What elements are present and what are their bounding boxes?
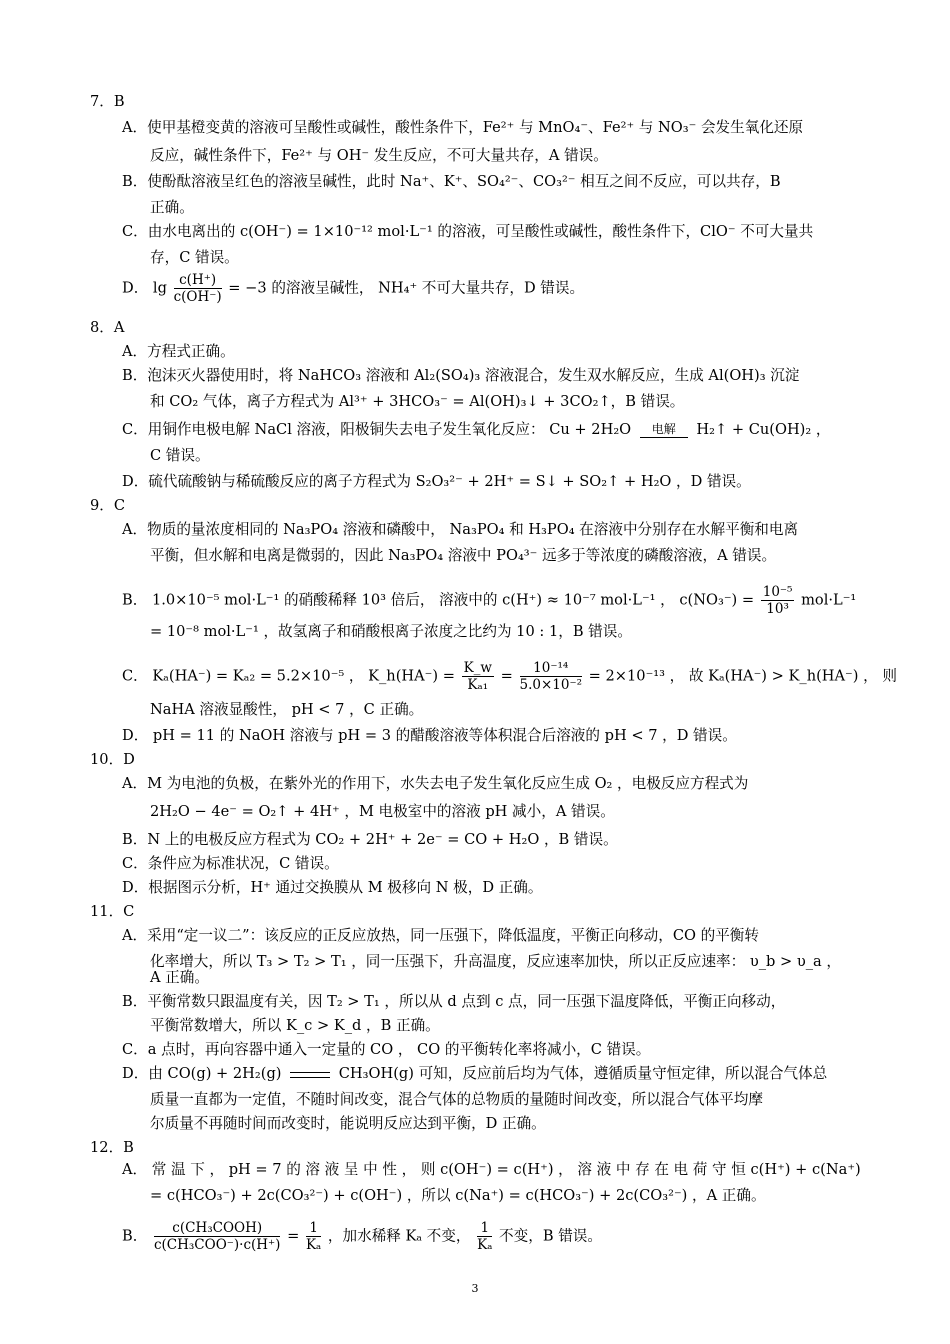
q9-c-f1-numerator: K_w [463,660,492,676]
q8-option-b-line1: B．泡沫灭火器使用时，将 NaHCO₃ 溶液和 Al₂(SO₄)₃ 溶液混合，发生双水解反应，生成 Al(OH)₃ 沉淀 [122,367,800,384]
q12-b-fraction-3 [477,1220,492,1253]
q7-option-b-line1: B．使酚酞溶液呈红色的溶液呈碱性，此时 Na⁺、K⁺、SO₄²⁻、CO₃²⁻ 相互之间不反应，可以共存，B [122,173,781,190]
q9-option-a-line1: A．物质的量浓度相同的 Na₃PO₄ 溶液和磷酸中， Na₃PO₄ 和 H₃PO₄ 在溶液中分别存在水解平衡和电离 [122,521,799,538]
q10-option-b: B．N 上的电极反应方程式为 CO₂ + 2H⁺ + 2e⁻ = CO + H₂O ，B 错误。 [122,831,618,848]
q8-option-a: A．方程式正确。 [122,343,235,360]
q12-option-a-line2: = c(HCO₃⁻) + 2c(CO₃²⁻) + c(OH⁻) ，所以 c(Na⁺) = c(HCO₃⁻) + 2c(CO₃²⁻) ，A 正确。 [150,1187,766,1204]
q11-option-a-line2: 化率增大，所以 T₃ > T₂ > T₁ ，同一压强下，升高温度，反应速率加快，所以正反应速率： υ_b > υ_a ， [150,953,841,970]
q12-b-f1-denominator: c(CH₃COO⁻)·c(H⁺) [153,1237,281,1253]
q11-option-b-line2: 平衡常数增大，所以 K_c > K_d ，B 正确。 [150,1017,440,1034]
q7-d-denominator: c(OH⁻) [173,289,222,305]
q11-option-c: C．a 点时，再向容器中通入一定量的 CO ， CO 的平衡转化率将减小，C 错误。 [122,1041,651,1058]
q12-answer: 12．B [90,1139,134,1156]
q12-b-fraction-1 [154,1220,280,1253]
q8-c-suffix: H₂↑ + Cu(OH)₂ ， [696,421,831,438]
q9-c-fraction-2 [520,660,583,693]
q7-d-prefix: D． lg [122,279,167,297]
q9-c-suffix: = 2×10⁻¹³ ， 故 Kₐ(HA⁻) > K_h(HA⁻) ， 则 [588,667,897,685]
q12-b-suffix: 不变，B 错误。 [499,1227,602,1245]
q7-option-c-line1: C．由水电离出的 c(OH⁻) = 1×10⁻¹² mol·L⁻¹ 的溶液，可呈酸性或碱性，酸性条件下，ClO⁻ 不可大量共 [122,223,814,240]
q10-option-a-line1: A．M 为电池的负极，在紫外光的作用下，水失去电子发生氧化反应生成 O₂ ，电极反应方程式为 [122,775,749,792]
q9-option-c-line2: NaHA 溶液显酸性， pH < 7 ，C 正确。 [150,701,424,718]
q10-option-a-line2: 2H₂O − 4e⁻ = O₂↑ + 4H⁺ ，M 电极室中的溶液 pH 减小，A 错误。 [150,803,615,820]
q12-b-f3-denominator: Kₐ [477,1237,493,1253]
equilibrium-arrow [290,1070,330,1078]
q8-c-prefix: C．用铜作电极电解 NaCl 溶液，阳极铜失去电子发生氧化反应： Cu + 2H₂O [122,421,632,438]
q7-d-suffix: = −3 的溶液呈碱性， NH₄⁺ 不可大量共存，D 错误。 [228,279,585,297]
q10-option-c: C．条件应为标准状况，C 错误。 [122,855,339,872]
q9-c-fraction-1 [462,660,494,693]
q8-option-c-line1 [122,420,830,440]
q9-b-suffix: mol·L⁻¹ [801,591,857,609]
q9-c-prefix: C． Kₐ(HA⁻) = Kₐ₂ = 5.2×10⁻⁵ ， K_h(HA⁻) = [122,667,455,685]
q12-b-f1-numerator: c(CH₃COOH) [154,1220,280,1237]
q8-option-d: D．硫代硫酸钠与稀硫酸反应的离子方程式为 S₂O₃²⁻ + 2H⁺ = S↓ + SO₂↑ + H₂O ，D 错误。 [122,473,751,490]
q7-d-numerator: c(H⁺) [174,272,222,289]
q11-option-a-line3: A 正确。 [150,969,209,986]
q12-b-middle: ，加水稀释 Kₐ 不变， [327,1227,471,1245]
q11-d-suffix: CH₃OH(g) 可知，反应前后均为气体，遵循质量守恒定律，所以混合气体总 [338,1065,828,1082]
q9-option-b-line1 [122,584,856,617]
q7-option-c-line2: 存，C 错误。 [150,249,239,266]
q9-option-b-line2: = 10⁻⁸ mol·L⁻¹ ，故氢离子和硝酸根离子浓度之比约为 10 : 1，B 错误。 [150,623,632,640]
q12-b-f3-numerator: 1 [477,1220,492,1237]
q9-b-prefix: B． 1.0×10⁻⁵ mol·L⁻¹ 的硝酸稀释 10³ 倍后， 溶液中的 c(H⁺) ≈ 10⁻⁷ mol·L⁻¹ ， c(NO₃⁻) = [122,591,755,609]
q9-c-f2-numerator: 10⁻¹⁴ [520,660,583,677]
q11-option-d-line2: 质量一直都为一定值，不随时间改变，混合气体的总物质的量随时间改变，所以混合气体平均摩 [150,1091,763,1108]
q9-c-f2-denominator: 5.0×10⁻² [519,677,582,693]
q9-option-a-line2: 平衡，但水解和电离是微弱的，因此 Na₃PO₄ 溶液中 PO₄³⁻ 远多于等浓度的磷酸溶液，A 错误。 [150,547,777,564]
q8-option-b-line2: 和 CO₂ 气体，离子方程式为 Al³⁺ + 3HCO₃⁻ = Al(OH)₃↓ + 3CO₂↑，B 错误。 [150,393,685,410]
q7-option-a-line1: A．使甲基橙变黄的溶液可呈酸性或碱性，酸性条件下，Fe²⁺ 与 MnO₄⁻、Fe²⁺ 与 NO₃⁻ 会发生氧化还原 [122,119,804,136]
electrolysis-condition: 电解 [651,422,676,436]
q9-b-denominator: 10³ [766,601,789,617]
q11-option-a-line1: A．采用“定一议二”：该反应的正反应放热，同一压强下，降低温度，平衡正向移动，CO 的平衡转 [122,927,759,944]
q9-option-c-line1 [122,660,897,693]
q11-option-b-line1: B．平衡常数只跟温度有关，因 T₂ > T₁ ，所以从 d 点到 c 点，同一压强下温度降低，平衡正向移动， [122,993,786,1010]
q9-b-numerator: 10⁻⁵ [762,584,793,600]
page-number: 3 [471,1282,479,1295]
q12-option-a-line1: A． 常 温 下 ， pH = 7 的 溶 液 呈 中 性 ， 则 c(OH⁻) = c(H⁺) ， 溶 液 中 存 在 电 荷 守 恒 c(H⁺) + c(Na⁺) [122,1161,861,1178]
q7-d-fraction [174,272,222,305]
q7-option-d [122,272,584,305]
q10-answer: 10．D [90,751,135,768]
q12-b-f2-numerator: 1 [306,1220,321,1237]
q8-answer: 8．A [90,319,125,336]
q7-option-b-line2: 正确。 [150,199,194,216]
q7-answer: 7．B [90,93,125,110]
q9-answer: 9．C [90,497,126,514]
q9-c-equals: = [500,667,513,685]
q11-option-d-line1 [122,1064,827,1084]
q12-option-b [122,1220,602,1253]
q8-option-c-line2: C 错误。 [150,447,210,464]
q9-c-f1-denominator: Kₐ₁ [467,677,489,693]
q10-option-d: D．根据图示分析，H⁺ 通过交换膜从 M 极移向 N 极，D 正确。 [122,879,543,896]
q12-b-fraction-2 [306,1220,321,1253]
q9-b-fraction [761,584,795,617]
q11-answer: 11．C [90,903,135,920]
q7-option-a-line2: 反应，碱性条件下，Fe²⁺ 与 OH⁻ 发生反应，不可大量共存，A 错误。 [150,147,608,164]
q12-b-equals: = [287,1227,300,1245]
q11-option-d-line3: 尔质量不再随时间而改变时，能说明反应达到平衡，D 正确。 [150,1115,546,1132]
q12-b-prefix: B． [122,1227,148,1245]
q11-d-prefix: D．由 CO(g) + 2H₂(g) [122,1065,282,1082]
electrolysis-arrow [640,422,688,438]
q9-option-d: D． pH = 11 的 NaOH 溶液与 pH = 3 的醋酸溶液等体积混合后溶液的 pH < 7 ，D 错误。 [122,727,737,744]
q12-b-f2-denominator: Kₐ [305,1237,322,1253]
